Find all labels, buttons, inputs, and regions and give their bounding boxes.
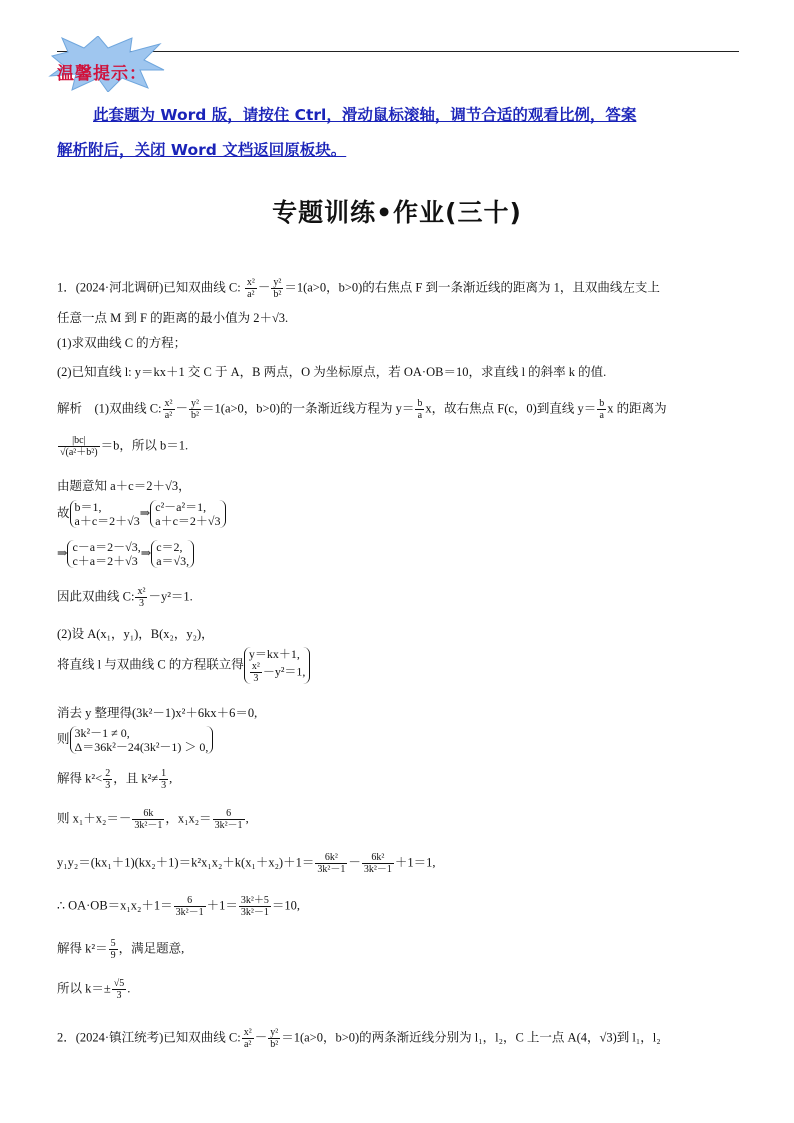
- word-notice: [57, 98, 739, 168]
- sol-line6: 因此双曲线 C: $\frac{\text{x²}}{3}$ －y²＝1.: [57, 586, 193, 609]
- sol-line5: ⇒ c－a＝2－√3, c＋a＝2＋√3⇒ c＝2, a＝√3,: [57, 540, 194, 568]
- sol-line1: 解析 (1)双曲线 C: $\frac{\text{x²}}{\text{a²}}$ － $\frac{\text{y²}}{\text{b²}}$ ＝1(a>0，b>0)的一条渐近线方程为 y＝ $\frac{b}{a}$ x，故右焦点 F(c，0)到直线 y＝ $\frac{b}{a}$ x 的距离为: [57, 398, 667, 421]
- sol-line8: 将直线 l 与双曲线 C 的方程联立得y＝kx＋1, $\frac{\text{x²}}{3}$ －y²＝1,: [57, 647, 310, 684]
- q1-part1: (1)求双曲线 C 的方程；: [57, 336, 187, 350]
- frac-x2a2: $\frac{\text{x²}}{\text{a²}}$: [246, 277, 255, 300]
- notice-line-1: 此套题为 Word 版，请按住 Ctrl，滑动鼠标滚轴，调节合适的观看比例，答案: [93, 106, 637, 124]
- sol-line4: 故 b＝1, a＋c＝2＋√3⇒ c²－a²＝1, a＋c＝2＋√3: [57, 500, 226, 528]
- sol-line10: 则 3k²－1 ≠ 0, Δ＝36k²－24(3k²－1) ＞ 0,: [57, 726, 213, 754]
- q1-part2: (2)已知直线 l: y＝kx＋1 交 C 于 A，B 两点，O 为坐标原点，若 OA·OB＝10，求直线 l 的斜率 k 的值.: [57, 365, 607, 379]
- sol-line3: 由题意知 a＋c＝2＋√3，: [57, 479, 191, 493]
- sol-line2: $\frac{|bc|}{\text{√(a²＋b²)}}$ ＝b，所以 b＝1.: [60, 435, 189, 458]
- q1-stem-line2: 任意一点 M 到 F 的距离的最小值为 2＋√3.: [57, 311, 289, 325]
- sol-line14: ∴ OA·OB＝x₁x₂＋1＝ $\frac{6}{\text{3k²－1}}$ ＋1＝ $\frac{\text{3k²＋5}}{\text{3k²－1}}$ ＝10,: [57, 895, 301, 918]
- sol-line16: 所以 k＝± $\frac{√5}{3}$ .: [57, 978, 131, 1001]
- q1-stem-line1: 1．(2024·河北调研)已知双曲线 C: $\frac{\text{x²}}{\text{a²}}$ － $\frac{\text{y²}}{\text{b²}}$ ＝1(a>0，b>0)的右焦点 F 到一条渐近线的距离为 1，且双曲线左支上: [57, 277, 660, 300]
- sol-line11: 解得 k²< $\frac{2}{3}$ ，且 k²≠ $\frac{1}{3}$ ,: [57, 768, 173, 791]
- sol-line12: 则 x₁＋x₂＝－ $\frac{6k}{\text{3k²－1}}$ ，x₁x₂＝ $\frac{6}{\text{3k²－1}}$ ,: [57, 808, 249, 831]
- notice-line-2: 解析附后，关闭 Word 文档返回原板块。: [57, 141, 347, 159]
- sol-line7: (2)设 A(x₁，y₁)，B(x₂，y₂)，: [57, 627, 214, 641]
- tip-label: 温馨提示：: [57, 64, 147, 84]
- sol-line13: y₁y₂＝(kx₁＋1)(kx₂＋1)＝k²x₁x₂＋k(x₁＋x₂)＋1＝ $\frac{\text{6k²}}{\text{3k²－1}}$ － $\frac{\text{6k²}}{\text{3k²－1}}$ ＋1＝1,: [57, 852, 436, 875]
- page-title: 专题训练•作业(三十): [272, 198, 522, 227]
- q2-stem: 2．(2024·镇江统考)已知双曲线 C: $\frac{\text{x²}}{\text{a²}}$ － $\frac{\text{y²}}{\text{b²}}$ ＝1(a>0，b>0)的两条渐近线分别为 l₁，l₂，C 上一点 A(4，√3)到 l₁，l₂: [57, 1027, 661, 1050]
- sol-line9: 消去 y 整理得(3k²－1)x²＋6kx＋6＝0,: [57, 706, 258, 720]
- frac-y2b2: $\frac{\text{y²}}{\text{b²}}$: [273, 277, 282, 300]
- sol-line15: 解得 k²＝ $\frac{5}{9}$ ，满足题意,: [57, 938, 185, 961]
